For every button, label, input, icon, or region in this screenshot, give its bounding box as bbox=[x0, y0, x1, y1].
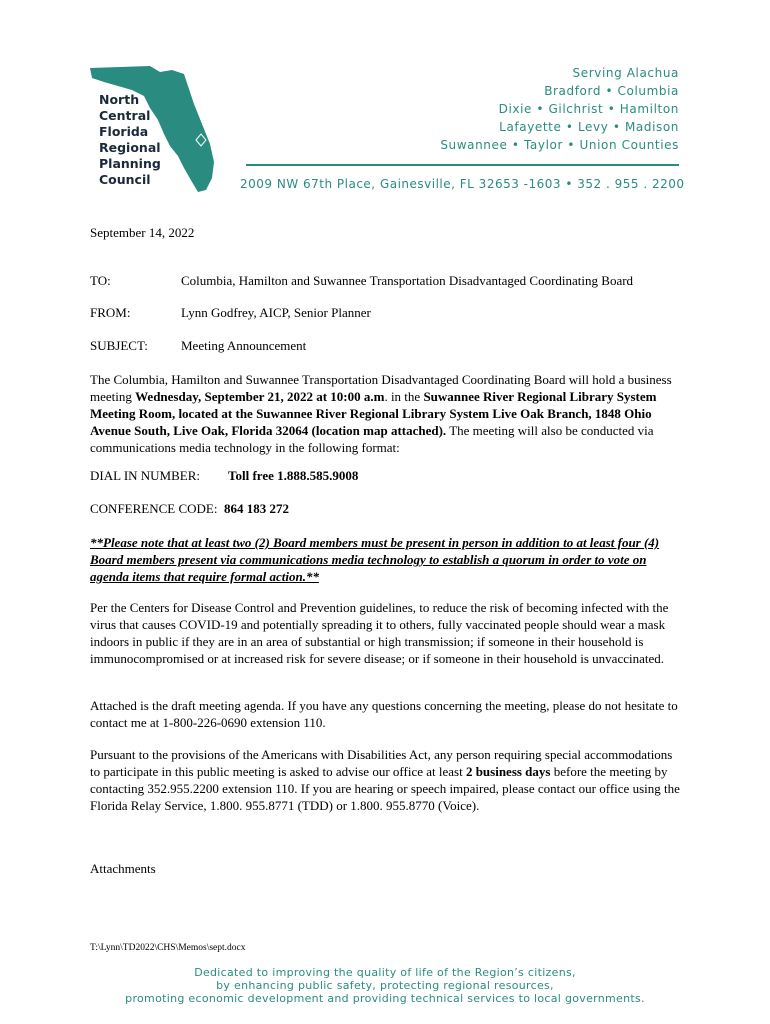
covid-paragraph: Per the Centers for Disease Control and Prevention guidelines, to reduce the risk of becoming infected with the virus that causes COVID-19 and potentially spreading it to others, fully vaccinated people should wear a mask indoors in public if they are in an area of substantial or high transmission; if someone in their household is immunocompromised or at increased risk for severe disease; or if someone in their household is unvaccinated. bbox=[90, 600, 669, 666]
serving-line: Bradford • Columbia bbox=[544, 84, 679, 98]
memo-subject bbox=[90, 338, 306, 354]
agenda-paragraph: Attached is the draft meeting agenda. If you have any questions concerning the meeting, please do not hesitate to contact me at 1-800-226-0690 extension 110. bbox=[90, 698, 678, 730]
p1-text: The meeting will also be conducted via communications media technology in the following format: bbox=[90, 423, 654, 455]
org-name bbox=[99, 92, 161, 188]
org-name-line: Planning bbox=[99, 156, 161, 171]
memo-subject-value: Meeting Announcement bbox=[181, 338, 307, 353]
ada-paragraph bbox=[90, 746, 682, 814]
memo-subject-label: SUBJECT: bbox=[90, 338, 148, 353]
memo-from bbox=[90, 305, 371, 321]
p1-text: The Columbia, Hamilton and Suwannee Transportation Disadvantaged Coordinating Board will hold a business meeting bbox=[90, 372, 672, 404]
dial-in-label: DIAL IN NUMBER: bbox=[90, 468, 201, 483]
p1-text: . in the bbox=[384, 389, 424, 404]
memo-to-value: Columbia, Hamilton and Suwannee Transportation Disadvantaged Coordinating Board bbox=[181, 273, 634, 288]
footer-line: by enhancing public safety, protecting regional resources, bbox=[216, 979, 554, 992]
footer-mission bbox=[90, 966, 680, 1005]
serving-line: Serving Alachua bbox=[572, 66, 679, 80]
footer-line: promoting economic development and providing technical services to local governments. bbox=[125, 992, 645, 1005]
org-name-line: Council bbox=[99, 172, 151, 187]
org-address: 2009 NW 67th Place, Gainesville, FL 32653 -1603 • 352 . 955 . 2200 bbox=[240, 177, 685, 191]
quorum-note: **Please note that at least two (2) Board members must be present in person in addition to at least four (4) Board members present via communications media technology to establish a quorum in order to vote on agenda items that require formal action.** bbox=[90, 535, 660, 584]
conference-code-value: 864 183 272 bbox=[223, 501, 289, 516]
conference-code-label: CONFERENCE CODE: bbox=[90, 501, 218, 516]
serving-line: Lafayette • Levy • Madison bbox=[499, 120, 679, 134]
memo-from-value: Lynn Godfrey, AICP, Senior Planner bbox=[181, 305, 371, 320]
memo-to-label: TO: bbox=[90, 273, 111, 288]
memo-date: September 14, 2022 bbox=[90, 225, 195, 240]
footer-line: Dedicated to improving the quality of life of the Region’s citizens, bbox=[194, 966, 576, 979]
file-path: T:\Lynn\TD2022\CHS\Memos\sept.docx bbox=[90, 943, 246, 953]
serving-line: Suwannee • Taylor • Union Counties bbox=[440, 138, 679, 152]
attachments-label: Attachments bbox=[90, 861, 156, 876]
letterhead-divider bbox=[246, 164, 679, 166]
p4-text: Pursuant to the provisions of the Americans with Disabilities Act, any person requiring special accommodations to participate in this public meeting is asked to advise our office at least bbox=[90, 747, 673, 779]
org-name-line: Central bbox=[99, 108, 151, 123]
dial-in bbox=[90, 468, 358, 484]
memo-to bbox=[90, 273, 633, 289]
p4-text: before the meeting by contacting 352.955.2200 extension 110. If you are hearing or speech impaired, please contact our office using the Florida Relay Service, 1.800. 955.8771 (TDD) or 1.800. 955.8770 (Voice). bbox=[90, 764, 680, 813]
org-name-line: Regional bbox=[99, 140, 161, 155]
serving-line: Dixie • Gilchrist • Hamilton bbox=[498, 102, 679, 116]
serving-counties bbox=[440, 64, 679, 154]
dial-in-number: Toll free 1.888.585.9008 bbox=[228, 468, 359, 483]
meeting-datetime: Wednesday, September 21, 2022 at 10:00 a.m bbox=[135, 389, 385, 404]
meeting-location: Suwannee River Regional Library System Meeting Room, located at the Suwannee River Regional Library System Live Oak Branch, 1848 Ohio Avenue South, Live Oak, Florida 32064 (location map attached). bbox=[90, 389, 657, 438]
business-days: 2 business days bbox=[465, 764, 551, 779]
org-name-line: North bbox=[99, 92, 140, 107]
memo-from-label: FROM: bbox=[90, 305, 131, 320]
conference-code bbox=[90, 501, 289, 517]
meeting-paragraph bbox=[90, 371, 682, 456]
org-name-line: Florida bbox=[99, 124, 149, 139]
